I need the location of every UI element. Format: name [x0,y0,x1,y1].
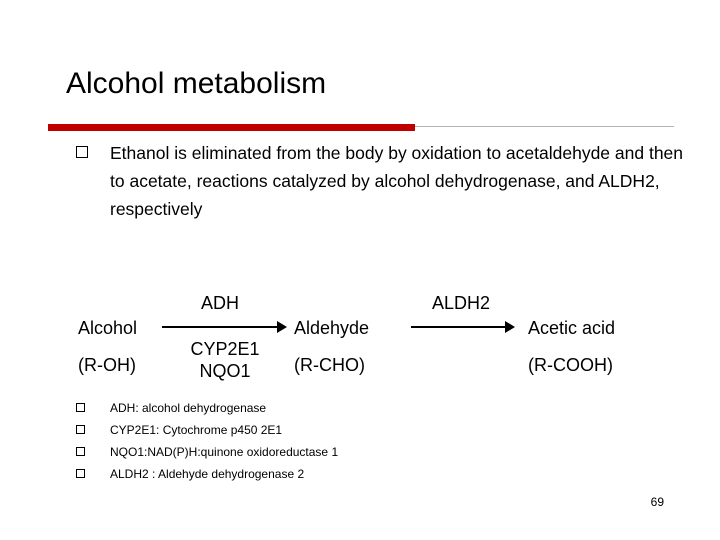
product-formula: (R-COOH) [528,355,613,375]
note-cyp2e1: CYP2E1: Cytochrome p450 2E1 [110,423,283,437]
note-aldh2: ALDH2 : Aldehyde dehydrogenase 2 [110,467,305,481]
note-bullet-icon [76,469,85,478]
title-divider [415,126,674,127]
bullet-square-icon [76,146,88,158]
note-adh: ADH: alcohol dehydrogenase [110,401,267,415]
note-bullet-icon [76,447,85,456]
product-label: Acetic acid [528,318,616,338]
page-number: 69 [650,495,664,509]
main-bullet-text: Ethanol is eliminated from the body by oxidation to acetaldehyde and then to acetate, reactions catalyzed by alcohol dehydrogenase, and ALDH2, respectively [110,143,684,219]
note-bullet-icon [76,403,85,412]
enzyme-aldh2-label: ALDH2 [431,293,491,313]
note-bullet-icon [76,425,85,434]
enzyme-adh-label: ADH [200,293,239,313]
intermediate-label: Aldehyde [294,318,370,338]
title-accent-bar [48,124,415,131]
arrow-aldehyde-to-acetic [411,321,515,333]
note-nqo1: NQO1:NAD(P)H:quinone oxidoreductase 1 [110,445,339,459]
intermediate-formula: (R-CHO) [294,355,365,375]
substrate-label: Alcohol [78,318,138,338]
arrow-alcohol-to-aldehyde [162,321,287,333]
enzyme-cyp-nqo-label: CYP2E1 NQO1 [190,339,260,381]
slide-title: Alcohol metabolism [66,67,327,100]
substrate-formula: (R-OH) [78,355,136,375]
